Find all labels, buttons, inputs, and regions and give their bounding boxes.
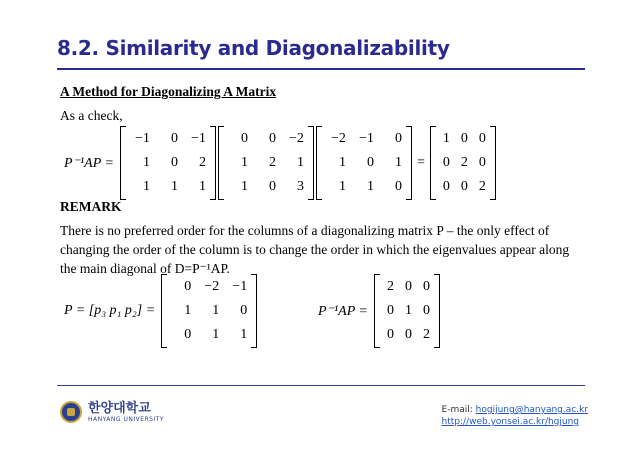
email-link[interactable]: hogijung@hanyang.ac.kr — [475, 405, 588, 415]
section-subheading: A Method for Diagonalizing A Matrix — [60, 84, 277, 99]
matrix-entry: 0 — [460, 131, 468, 146]
university-seal-icon — [60, 401, 82, 423]
matrix-entry: 0 — [404, 279, 412, 294]
university-logo — [60, 401, 164, 423]
matrix-entry: 2 — [268, 155, 276, 170]
matrix-entry: 2 — [460, 155, 468, 170]
matrix-entry: 0 — [184, 327, 192, 342]
equation-lhs: P⁻¹AP = — [64, 155, 114, 171]
equation-p — [64, 276, 257, 346]
matrix-entry: 0 — [240, 303, 248, 318]
matrix-entry: 1 — [338, 179, 346, 194]
remark-heading: REMARK — [60, 199, 122, 214]
check-text: As a check, — [60, 108, 123, 123]
matrix-entry: 0 — [268, 131, 276, 146]
matrix-entry: 1 — [296, 155, 304, 170]
matrix-entry: 0 — [478, 131, 486, 146]
matrix-entry: 1 — [184, 303, 192, 318]
matrix-entry: 1 — [170, 179, 178, 194]
email-label: E-mail: — [441, 405, 473, 415]
matrix-entry: 0 — [394, 179, 402, 194]
matrix-entry: 0 — [422, 279, 430, 294]
matrix-entry: −1 — [191, 131, 206, 146]
equation-p-lhs: P = [p₃ p₁ p₂] = — [64, 303, 156, 318]
matrix-entry: 1 — [240, 327, 248, 342]
equation-check — [64, 128, 496, 198]
matrix-entry: 2 — [386, 279, 394, 294]
matrix-entry: 0 — [366, 155, 374, 170]
matrix-entry: 0 — [422, 303, 430, 318]
matrix-entry: 1 — [142, 155, 150, 170]
matrix-entry: 2 — [198, 155, 206, 170]
matrix-entry: −2 — [204, 279, 220, 294]
matrix-entry: −1 — [359, 131, 374, 146]
matrix-entry: 0 — [386, 303, 394, 318]
matrix-entry: 1 — [404, 303, 412, 318]
matrix-a — [120, 128, 216, 198]
matrix-entry: 1 — [442, 131, 450, 146]
matrix-entry: 0 — [442, 155, 450, 170]
matrix-entry: 1 — [240, 179, 248, 194]
equation-diag-lhs: P⁻¹AP = — [318, 303, 368, 319]
matrix-entry: 0 — [268, 179, 276, 194]
matrix-entry: 0 — [184, 279, 192, 294]
matrix-entry: 0 — [442, 179, 450, 194]
equals-sign: = — [416, 155, 425, 170]
matrix-entry: 0 — [240, 131, 248, 146]
website-link[interactable]: http://web.yonsei.ac.kr/hgjung — [441, 417, 580, 427]
matrix-entry: −1 — [232, 279, 248, 294]
footer-divider — [57, 385, 585, 386]
matrix-diag — [374, 276, 440, 346]
matrix-entry: 0 — [460, 179, 468, 194]
matrix-entry: 2 — [478, 179, 486, 194]
matrix-entry: 0 — [394, 131, 402, 146]
title-divider — [57, 68, 585, 70]
matrix-entry: 0 — [386, 327, 394, 342]
matrix-c — [316, 128, 412, 198]
matrix-entry: 1 — [212, 303, 220, 318]
logo-korean: 한양대학교 — [88, 400, 151, 416]
matrix-entry: 1 — [338, 155, 346, 170]
matrix-entry: 1 — [142, 179, 150, 194]
matrix-entry: 0 — [404, 327, 412, 342]
logo-english: HANYANG UNIVERSITY — [88, 415, 165, 423]
matrix-entry: 1 — [394, 155, 402, 170]
matrix-entry: 0 — [478, 155, 486, 170]
matrix-entry: 3 — [296, 179, 304, 194]
equation-diag — [318, 276, 440, 346]
matrix-entry: 1 — [198, 179, 206, 194]
matrix-entry: 1 — [212, 327, 220, 342]
footer-contact — [442, 404, 588, 428]
matrix-entry: −1 — [135, 131, 150, 146]
slide-title: 8.2. Similarity and Diagonalizability — [57, 36, 450, 60]
matrix-entry: 0 — [170, 131, 178, 146]
matrix-entry: 1 — [240, 155, 248, 170]
matrix-entry: −2 — [289, 131, 304, 146]
remark-text: There is no preferred order for the columns of a diagonalizing matrix P – the only effect of changing the order of the column is to change the order in which the eigenvalues appear along the main diagonal of D=P⁻¹AP. — [60, 223, 570, 276]
matrix-entry: 2 — [422, 327, 430, 342]
matrix-p — [161, 276, 257, 346]
matrix-b — [218, 128, 314, 198]
matrix-entry: 1 — [366, 179, 374, 194]
matrix-entry: −2 — [331, 131, 346, 146]
result-matrix — [430, 128, 496, 198]
matrix-entry: 0 — [170, 155, 178, 170]
